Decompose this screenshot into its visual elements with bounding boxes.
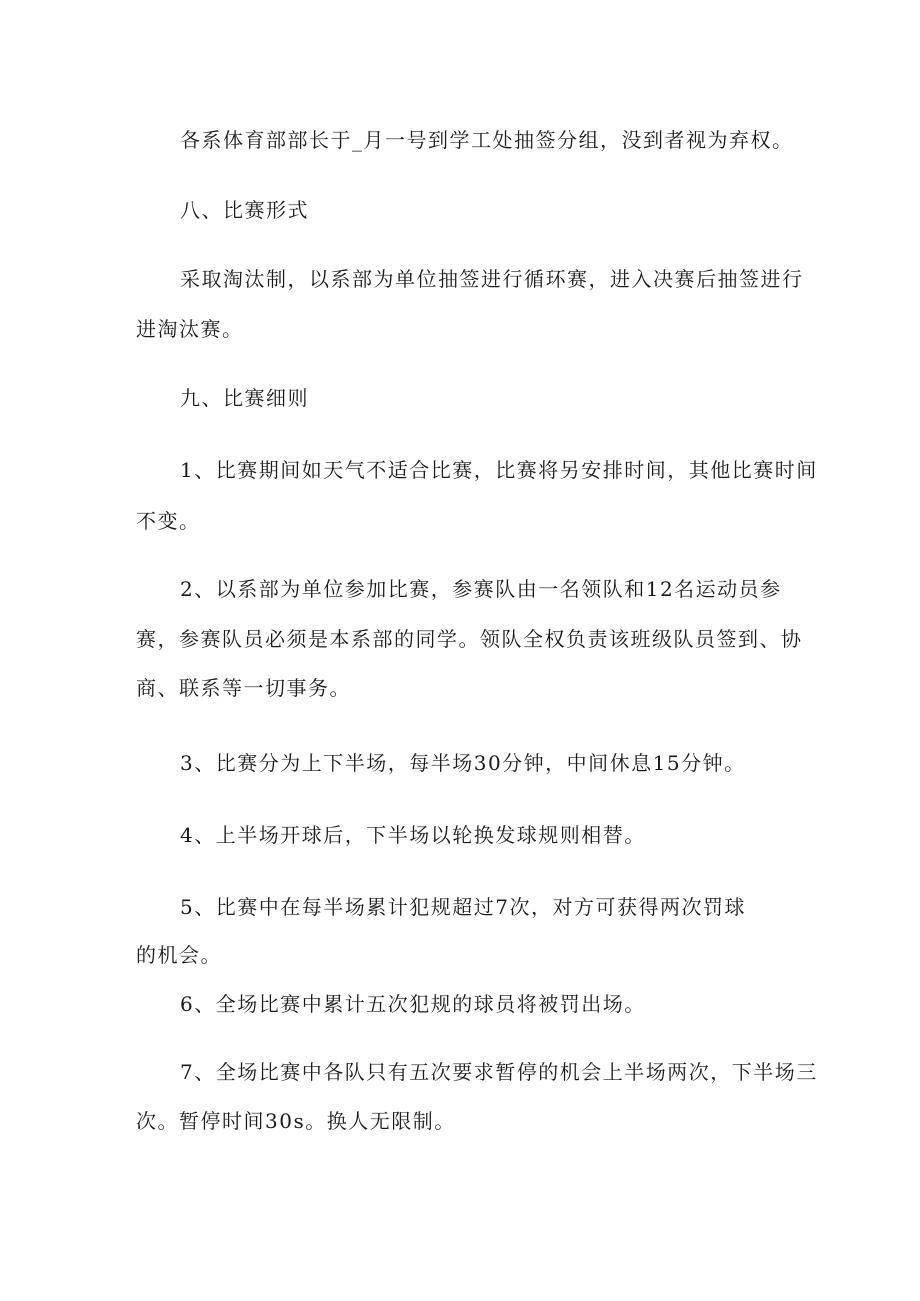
rule-6-line: 6、全场比赛中累计五次犯规的球员将被罚出场。 — [180, 992, 646, 1016]
rule-5-line-2: 的机会。 — [136, 943, 222, 967]
rule-2-line-3: 商、联系等一切事务。 — [136, 676, 351, 700]
rule-5-line-1: 5、比赛中在每半场累计犯规超过7次，对方可获得两次罚球 — [180, 895, 746, 919]
rule-2-line-1: 2、以系部为单位参加比赛，参赛队由一名领队和12名运动员参 — [180, 577, 782, 601]
rule-7-line-1: 7、全场比赛中各队只有五次要求暂停的机会上半场两次，下半场三 — [180, 1060, 818, 1084]
section-heading-competition-rules: 九、比赛细则 — [180, 386, 309, 410]
draw-registration-line: 各系体育部部长于_月一号到学工处抽签分组，没到者视为弃权。 — [180, 128, 794, 152]
format-paragraph-line-2: 进淘汰赛。 — [136, 317, 244, 341]
rule-2-line-2: 赛，参赛队员必须是本系部的同学。领队全权负责该班级队员签到、协 — [136, 627, 803, 651]
rule-1-line-2: 不变。 — [136, 509, 201, 533]
rule-1-line-1: 1、比赛期间如天气不适合比赛，比赛将另安排时间，其他比赛时间 — [180, 458, 818, 482]
section-heading-competition-format: 八、比赛形式 — [180, 198, 309, 222]
rule-4-line: 4、上半场开球后，下半场以轮换发球规则相替。 — [180, 823, 646, 847]
rule-7-line-2: 次。暂停时间30s。换人无限制。 — [136, 1109, 456, 1133]
rule-3-line: 3、比赛分为上下半场，每半场30分钟，中间休息15分钟。 — [180, 751, 746, 775]
format-paragraph-line-1: 采取淘汰制，以系部为单位抽签进行循环赛，进入决赛后抽签进行 — [180, 267, 804, 291]
